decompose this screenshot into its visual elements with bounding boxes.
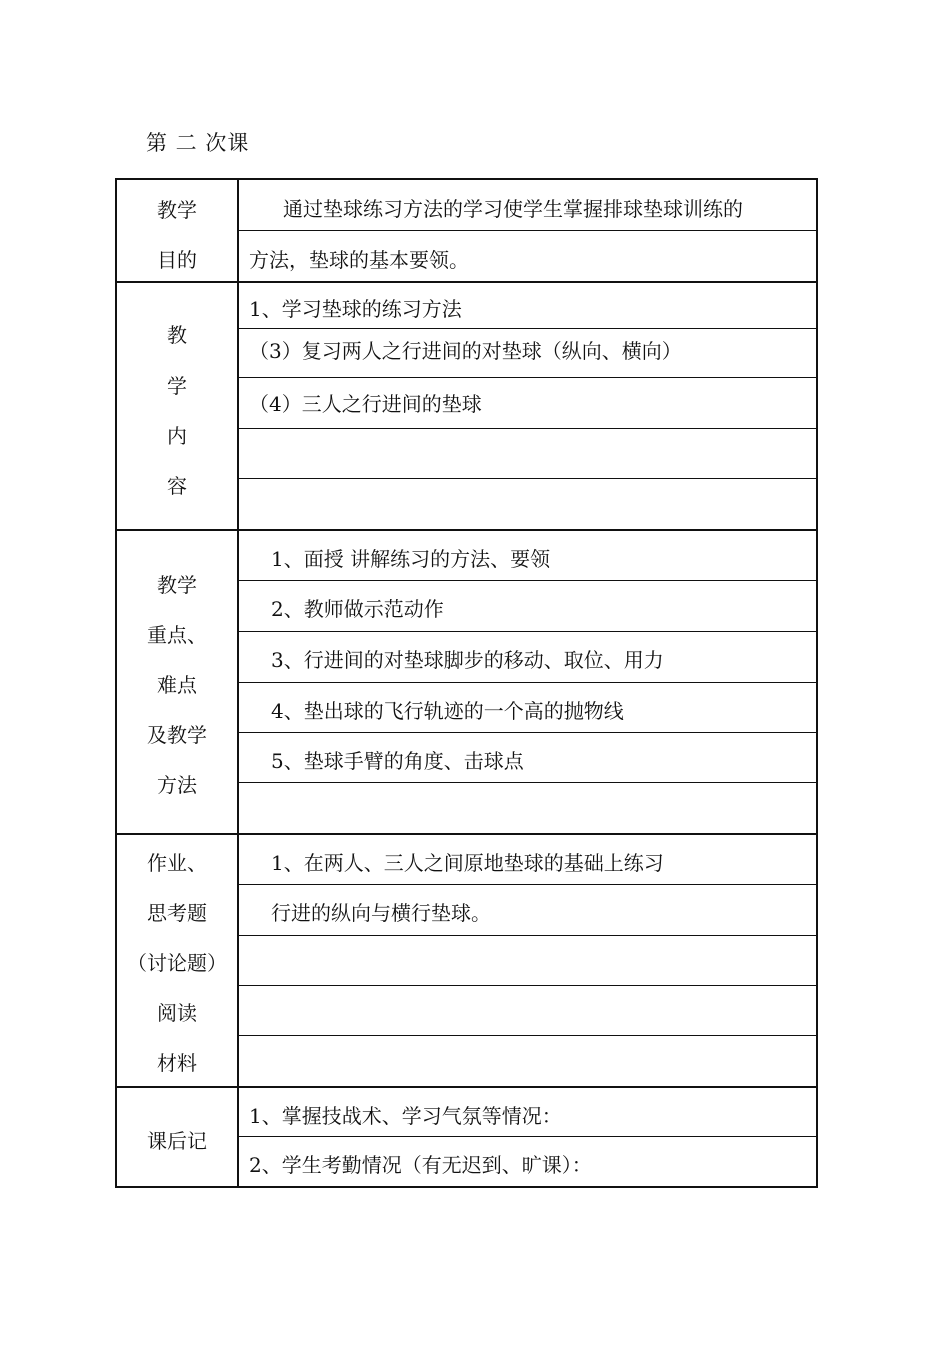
label-line: 及教学: [147, 723, 207, 747]
content-row: 2、学生考勤情况（有无迟到、旷课）：: [249, 1153, 592, 1177]
label-line: 目的: [157, 248, 197, 272]
section-label: [117, 835, 239, 1086]
section-label: [117, 283, 239, 529]
label-line: （讨论题）: [127, 951, 227, 975]
label-line: 材料: [157, 1051, 197, 1075]
lesson-title: 第 二 次课: [146, 131, 250, 155]
content-row: 3、行进间的对垫球脚步的移动、取位、用力: [239, 632, 816, 683]
section-label: [117, 1088, 239, 1186]
label-line: 课后记: [147, 1129, 207, 1153]
content-row: 1、在两人、三人之间原地垫球的基础上练习: [239, 835, 816, 885]
label-line: 方法: [157, 773, 197, 797]
label-line: 教学: [157, 198, 197, 222]
content-row: 方法，垫球的基本要领。: [249, 248, 469, 272]
section-reflection: [117, 1088, 816, 1186]
section-key-points: [117, 531, 816, 835]
lesson-plan-table: [115, 178, 818, 1188]
content-row: 1、面授 讲解练习的方法、要领: [239, 531, 816, 581]
content-row: [239, 936, 816, 986]
label-line: 重点、: [147, 623, 207, 647]
label-line: 教: [167, 323, 187, 347]
label-line: 教学: [157, 573, 197, 597]
content-row: [239, 429, 816, 479]
label-line: 容: [167, 474, 187, 498]
content-row: （3）复习两人之行进间的对垫球（纵向、横向）: [239, 329, 816, 378]
content-row: [239, 479, 816, 529]
label-line: 作业、: [147, 851, 207, 875]
content-row: 通过垫球练习方法的学习使学生掌握排球垫球训练的: [239, 180, 816, 231]
section-content: [117, 283, 816, 531]
content-row: （4）三人之行进间的垫球: [239, 378, 816, 429]
label-line: 内: [167, 424, 187, 448]
content-row: 1、掌握技战术、学习气氛等情况：: [239, 1088, 816, 1137]
section-homework: [117, 835, 816, 1088]
section-objective: [117, 180, 816, 283]
content-row: [239, 986, 816, 1036]
label-line: 难点: [157, 673, 197, 697]
content-row: 5、垫球手臂的角度、击球点: [239, 733, 816, 783]
label-line: 阅读: [157, 1001, 197, 1025]
content-row: 1、学习垫球的练习方法: [239, 283, 816, 329]
content-row: [239, 783, 816, 833]
content-row: 行进的纵向与横行垫球。: [239, 885, 816, 936]
section-label: [117, 531, 239, 833]
content-row: 2、教师做示范动作: [239, 581, 816, 632]
label-line: 学: [167, 374, 187, 398]
content-row: 4、垫出球的飞行轨迹的一个高的抛物线: [239, 683, 816, 733]
section-label: [117, 180, 239, 281]
label-line: 思考题: [147, 901, 207, 925]
content-row: [239, 1036, 816, 1086]
